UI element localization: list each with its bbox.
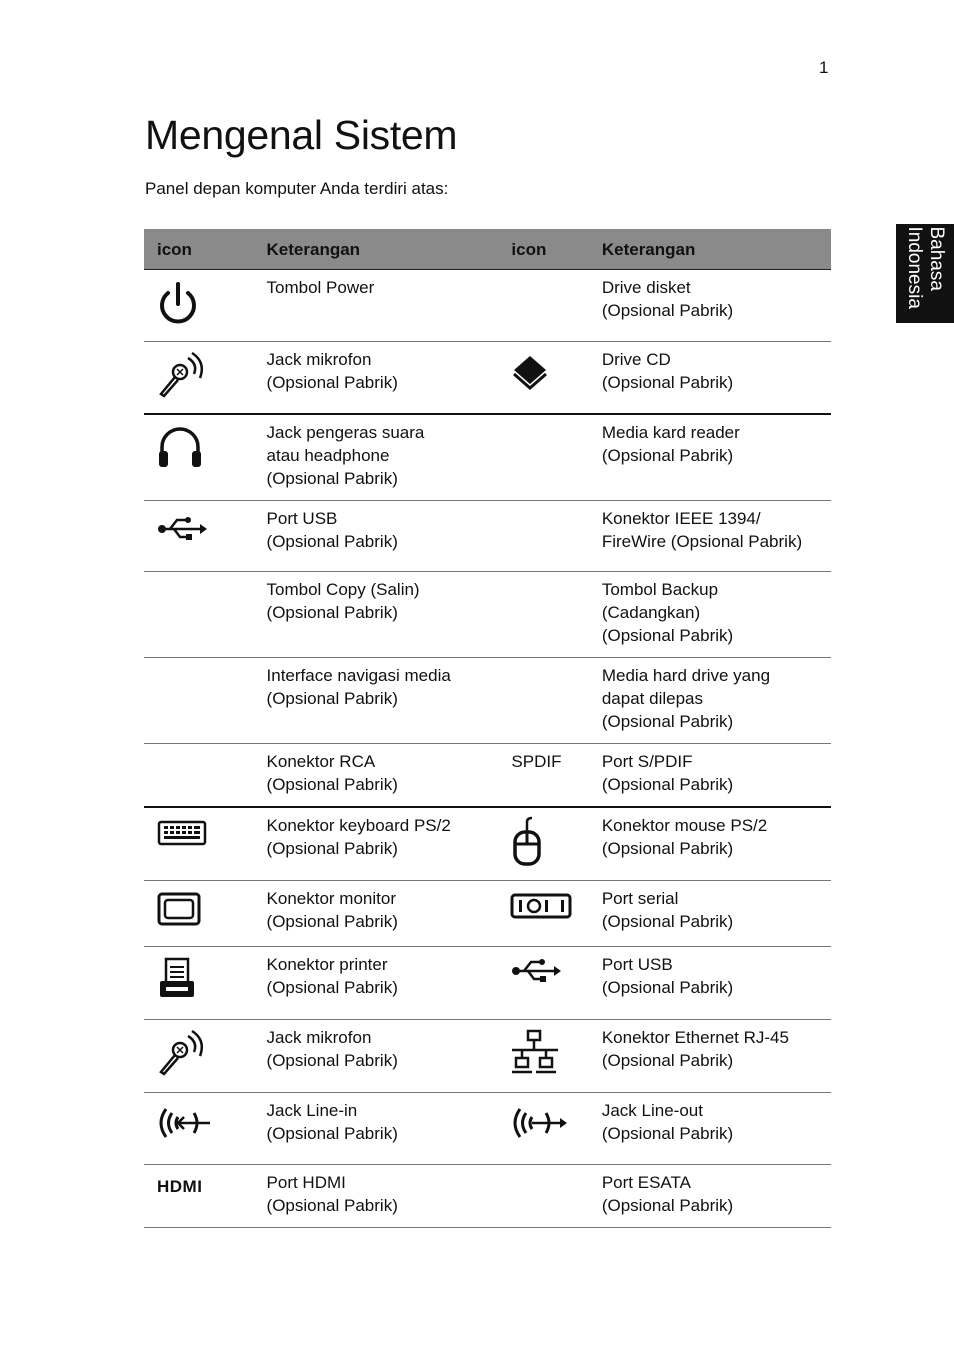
icon-cell [498,1020,588,1093]
table-row [144,743,831,807]
icon-cell [144,342,254,414]
desc-cell [589,947,831,1020]
desc-line: (Opsional Pabrik) [266,468,398,488]
header-icon-right: icon [498,229,588,270]
desc-line: (Opsional Pabrik) [266,688,398,708]
icon-cell [144,1020,254,1093]
desc-line: (Opsional Pabrik) [266,373,398,392]
desc-line: Port USB [601,955,673,974]
microphone-icon [156,350,254,400]
icon-cell [498,1093,588,1165]
icon-cell [144,1093,254,1165]
icon-cell [144,743,254,807]
desc-line: Port USB [266,508,338,528]
table-row [144,414,831,501]
desc-line: atau headphone [266,445,390,465]
desc-line: Port ESATA [601,1173,691,1192]
desc-line: Jack pengeras suara [266,422,425,442]
table-row [144,657,831,743]
desc-line: (Opsional Pabrik) [266,912,398,931]
table-row [144,1093,831,1165]
desc-line: Tombol Power [266,278,375,297]
table-row [144,881,831,947]
monitor-icon [156,889,254,929]
icon-cell [498,1165,588,1228]
icon-cell [498,807,588,881]
desc-line: Jack Line-out [601,1101,703,1120]
desc-line: (Opsional Pabrik) [601,1051,734,1070]
cd-drive-icon [510,350,588,394]
icon-cell [144,270,254,342]
desc-cell [254,807,499,881]
table-header-row [144,229,831,270]
desc-line: (Cadangkan) [601,602,701,622]
icon-cell [498,571,588,657]
desc-line: (Opsional Pabrik) [601,978,734,997]
desc-line: Media kard reader [601,422,740,442]
desc-line: (Opsional Pabrik) [601,1124,734,1143]
desc-line: (Opsional Pabrik) [266,1196,398,1215]
printer-icon [156,955,254,1003]
desc-line: Port S/PDIF [601,751,693,771]
icon-cell [144,657,254,743]
desc-line: (Opsional Pabrik) [601,445,734,465]
desc-line: Konektor IEEE 1394/ [601,508,761,528]
table-row [144,500,831,571]
icon-cell [498,947,588,1020]
desc-cell [254,571,499,657]
desc-line: Media hard drive yang [601,665,771,685]
icon-cell [144,414,254,501]
table-row [144,270,831,342]
desc-line: (Opsional Pabrik) [601,373,734,392]
desc-line: (Opsional Pabrik) [601,912,734,931]
desc-line: (Opsional Pabrik) [601,625,734,645]
desc-cell [589,807,831,881]
desc-cell [254,342,499,414]
spdif-icon-label: SPDIF [511,751,562,771]
page-number: 1 [819,58,829,77]
desc-line: (Opsional Pabrik) [266,602,398,622]
icon-cell [144,571,254,657]
desc-cell [589,342,831,414]
desc-line: dapat dilepas [601,688,703,708]
line-out-icon [510,1101,588,1145]
mouse-icon [510,816,588,870]
hdmi-icon-label: HDMI [157,1177,203,1196]
icon-cell [498,743,588,807]
line-in-icon [156,1101,254,1145]
desc-line: Konektor RCA [266,751,376,771]
desc-line: (Opsional Pabrik) [266,978,398,997]
desc-cell [589,1165,831,1228]
icon-cell [144,881,254,947]
desc-line: Jack mikrofon [266,350,372,369]
icon-cell [498,414,588,501]
table-row [144,1020,831,1093]
usb-icon [510,955,588,995]
desc-cell [254,1093,499,1165]
desc-line: Konektor keyboard PS/2 [266,815,451,835]
desc-line: (Opsional Pabrik) [266,838,398,858]
desc-cell [254,414,499,501]
desc-cell [589,657,831,743]
table-row [144,342,831,414]
microphone-icon [156,1028,254,1078]
language-tab-line2: Indonesia [904,226,925,309]
keyboard-icon [156,816,254,852]
desc-line: (Opsional Pabrik) [266,531,398,551]
table-row [144,807,831,881]
desc-cell [254,1165,499,1228]
desc-line: FireWire (Opsional Pabrik) [601,531,803,551]
headphone-icon [156,423,254,473]
desc-cell [589,881,831,947]
desc-cell [254,270,499,342]
desc-line: (Opsional Pabrik) [601,1196,734,1215]
ethernet-icon [510,1028,588,1078]
desc-line: Konektor printer [266,955,388,974]
desc-line: (Opsional Pabrik) [601,711,734,731]
desc-line: Port HDMI [266,1173,346,1192]
desc-line: Jack Line-in [266,1101,358,1120]
desc-cell [254,657,499,743]
desc-line: Konektor Ethernet RJ-45 [601,1028,789,1047]
desc-line: Tombol Backup [601,579,719,599]
icon-cell [144,1165,254,1228]
desc-cell [589,1093,831,1165]
desc-line: (Opsional Pabrik) [601,774,734,794]
desc-cell [254,947,499,1020]
header-desc-left: Keterangan [254,229,499,270]
icon-cell [498,500,588,571]
desc-line: (Opsional Pabrik) [266,1051,398,1070]
desc-line: (Opsional Pabrik) [601,301,734,320]
desc-line: Konektor monitor [266,889,396,908]
power-icon [156,278,254,328]
table-row [144,571,831,657]
desc-cell [254,743,499,807]
icon-cell [144,807,254,881]
table-row [144,947,831,1020]
desc-cell [589,414,831,501]
icon-cell [498,881,588,947]
desc-cell [589,571,831,657]
desc-cell [589,270,831,342]
usb-icon [156,509,254,549]
desc-line: Konektor mouse PS/2 [601,815,768,835]
desc-cell [254,500,499,571]
intro-text: Panel depan komputer Anda terdiri atas: [145,179,449,198]
desc-cell [589,743,831,807]
icon-cell [144,947,254,1020]
page-title: Mengenal Sistem [145,112,458,158]
serial-port-icon [510,889,588,925]
desc-cell [589,1020,831,1093]
table-row [144,1165,831,1228]
desc-cell [254,1020,499,1093]
desc-line: (Opsional Pabrik) [266,1124,398,1143]
desc-line: Interface navigasi media [266,665,451,685]
desc-line: Drive CD [601,350,671,369]
desc-line: (Opsional Pabrik) [601,838,734,858]
components-table [144,229,831,1228]
desc-line: Drive disket [601,278,691,297]
header-icon-left: icon [144,229,254,270]
icon-cell [498,657,588,743]
desc-line: Port serial [601,889,679,908]
desc-cell [254,881,499,947]
header-desc-right: Keterangan [589,229,831,270]
desc-cell [589,500,831,571]
desc-line: (Opsional Pabrik) [266,774,398,794]
icon-cell [144,500,254,571]
desc-line: Tombol Copy (Salin) [266,579,420,599]
desc-line: Jack mikrofon [266,1028,372,1047]
icon-cell [498,342,588,414]
language-tab [896,224,954,323]
icon-cell [498,270,588,342]
language-tab-line1: Bahasa [926,226,947,291]
